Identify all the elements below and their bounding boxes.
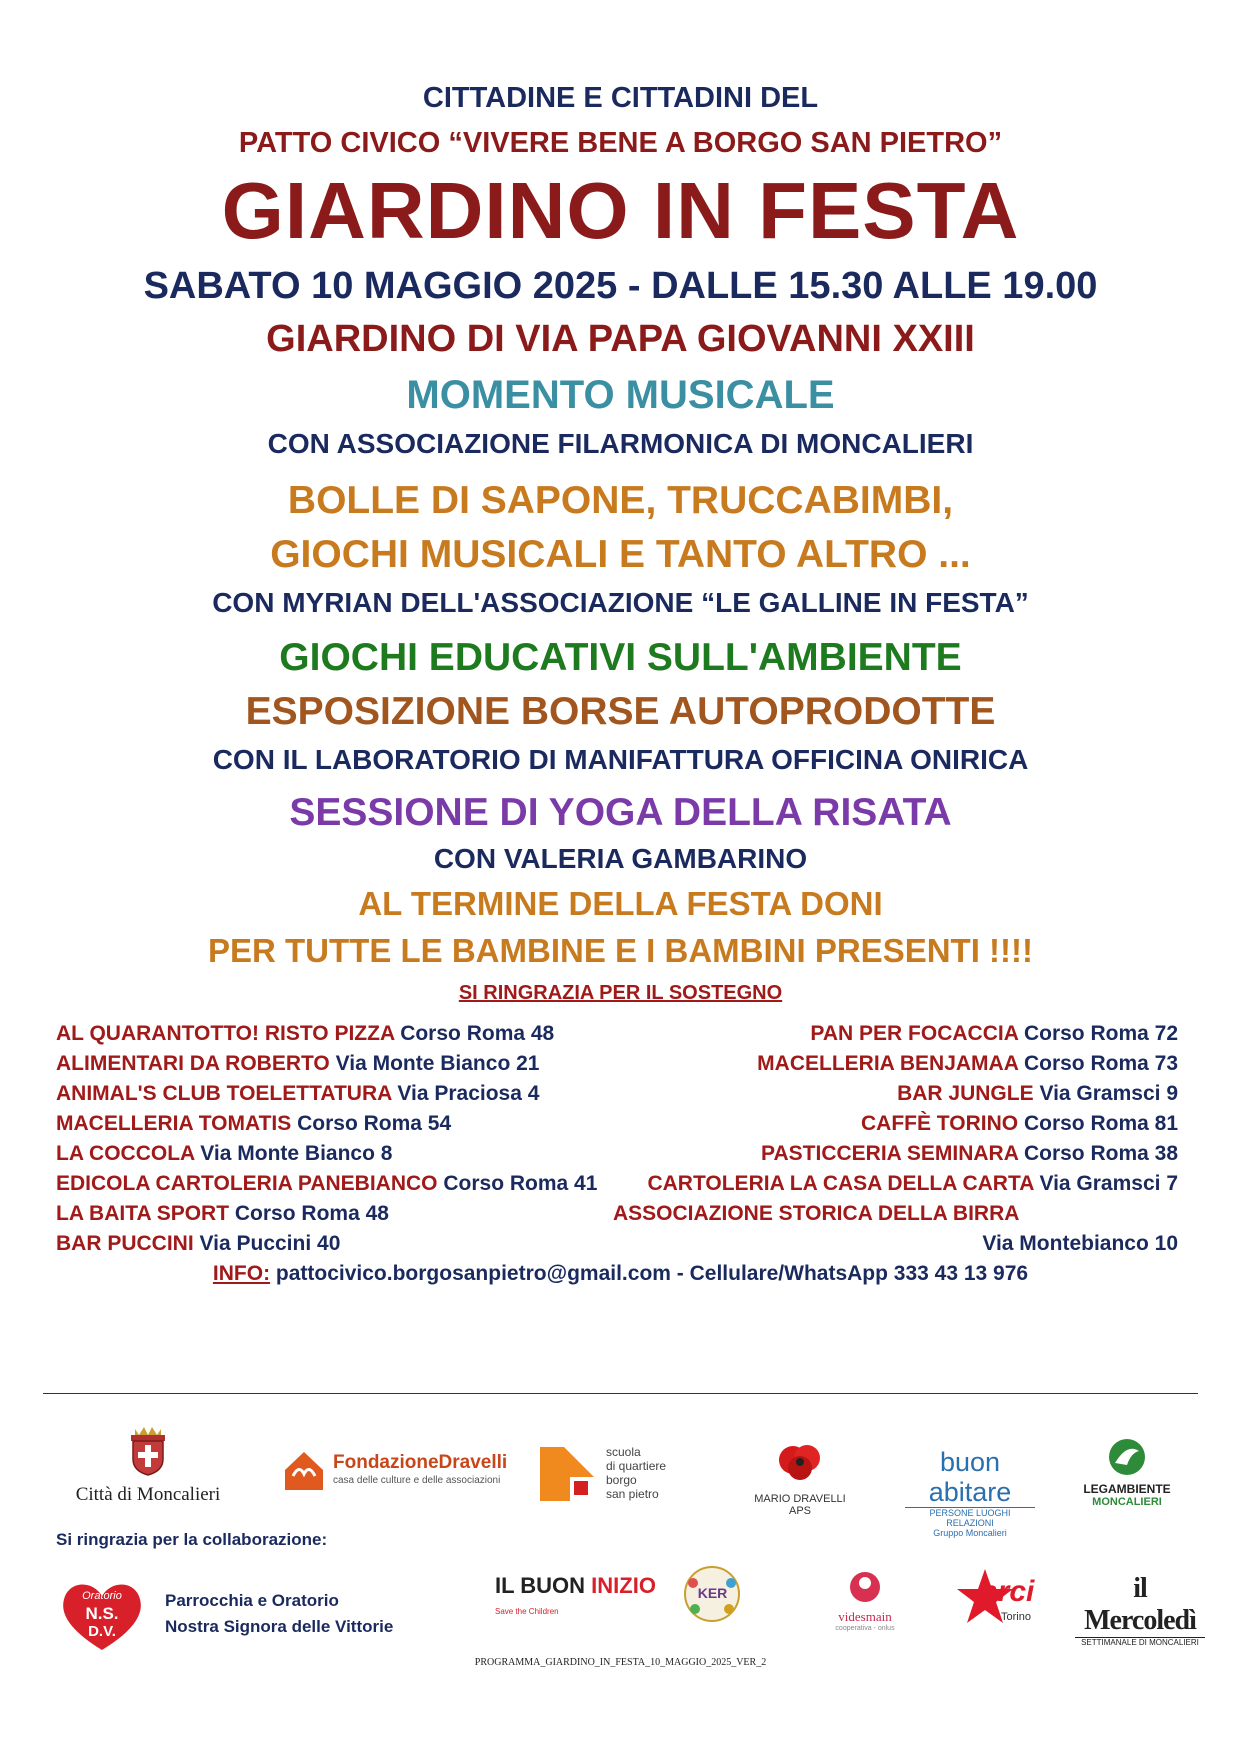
collab-title: Si ringrazia per la collaborazione: [56,1530,328,1549]
sponsor-address: Corso Roma 54 [297,1112,452,1135]
bubbles-line-2: GIOCHI MUSICALI E TANTO ALTRO ... [270,533,971,576]
sponsor-address: Corso Roma 73 [1023,1052,1178,1075]
sponsor-address: Via Praciosa 4 [397,1082,540,1105]
sponsor-name: ANIMAL'S CLUB TOELETTATURA [56,1082,392,1105]
sponsor-item [56,1172,597,1196]
yoga-title: SESSIONE DI YOGA DELLA RISATA [289,791,952,834]
sponsor-item [56,1202,389,1226]
music-title: MOMENTO MUSICALE [406,373,835,417]
buonabitare-logo [905,1447,1035,1538]
mario-dravelli-logo [745,1438,855,1517]
arci-logo [955,1567,1045,1632]
sponsor-item [56,1112,451,1136]
bags-title: ESPOSIZIONE BORSE AUTOPRODOTTE [245,690,996,733]
buonabitare-sub: PERSONE LUOGHI RELAZIONI [905,1507,1035,1528]
sponsor-address: Corso Roma 48 [234,1202,389,1225]
scuola-text [606,1445,666,1501]
sponsor-item [982,1232,1178,1256]
sponsor-address: Via Gramsci 9 [1039,1082,1178,1105]
sponsor-item [761,1142,1178,1166]
mario-text: MARIO DRAVELLI APS [754,1493,846,1517]
arci-name: arci [981,1575,1035,1608]
bubbles-line-1: BOLLE DI SAPONE, TRUCCABIMBI, [287,479,954,522]
bags-with: CON IL LABORATORIO DI MANIFATTURA OFFICINA ONIRICA [212,744,1029,775]
house-icon [281,1448,327,1494]
mercoledi-logo [1075,1573,1205,1647]
sponsor-item [810,1022,1178,1046]
moncalieri-text: Città di Moncalieri [75,1484,221,1505]
sponsor-name: EDICOLA CARTOLERIA PANEBIANCO [56,1172,438,1195]
sponsor-name: ASSOCIAZIONE STORICA DELLA BIRRA [613,1202,1020,1225]
info-contact: pattocivico.borgosanpietro@gmail.com - Cellulare/WhatsApp 333 43 13 976 [275,1262,1029,1285]
sponsor-name: BAR JUNGLE [897,1082,1034,1105]
sponsor-name: LA COCCOLA [56,1142,195,1165]
scuola-line: di quartiere [606,1459,667,1473]
info-label: INFO: [212,1262,271,1285]
sponsor-name: MACELLERIA TOMATIS [56,1112,292,1135]
poppy-icon [773,1438,827,1488]
music-with: CON ASSOCIAZIONE FILARMONICA DI MONCALIERI [267,428,974,459]
footer-filename: PROGRAMMA_GIARDINO_IN_FESTA_10_MAGGIO_2025_VER_2 [474,1657,767,1668]
event-date: SABATO 10 MAGGIO 2025 - DALLE 15.30 ALLE 19.00 [143,265,1098,307]
sponsor-address: Via Monte Bianco 21 [335,1052,540,1075]
sponsor-address: Corso Roma 72 [1023,1022,1178,1045]
sponsor-address: Corso Roma 41 [443,1172,598,1195]
sponsor-item [613,1202,1019,1226]
sponsor-item [861,1112,1178,1136]
bubbles-with: CON MYRIAN DELL'ASSOCIAZIONE “LE GALLINE IN FESTA” [212,587,1029,618]
buonabitare-name: buon abitare [928,1447,1012,1507]
drop-icon [848,1570,882,1604]
oratorio-ns: N.S. [85,1604,119,1623]
sponsor-address: Corso Roma 81 [1023,1112,1178,1135]
sponsor-address: Corso Roma 38 [1023,1142,1178,1165]
sponsor-item [647,1172,1178,1196]
scuola-line: scuola [606,1445,641,1459]
sponsor-item [56,1232,340,1256]
sponsor-name: LA BAITA SPORT [56,1202,230,1225]
dravelli-name: FondazioneDravelli [333,1452,508,1473]
sponsor-name: AL QUARANTOTTO! RISTO PIZZA [56,1022,395,1045]
header-line-1: CITTADINE E CITTADINI DEL [422,82,819,114]
thanks-title: SI RINGRAZIA PER IL SOSTEGNO [458,982,783,1004]
event-location: GIARDINO DI VIA PAPA GIOVANNI XXIII [266,318,975,360]
crest-icon [123,1425,173,1477]
legambiente-name: LEGAMBIENTE [1083,1482,1171,1496]
videsmain-logo [825,1570,905,1635]
ker-text: KER [697,1585,728,1601]
mercoledi-name: il Mercoledì [1084,1573,1196,1636]
scuola-line: borgo [606,1473,637,1487]
sponsor-name: ALIMENTARI DA ROBERTO [56,1052,330,1075]
sponsor-name: CAFFÈ TORINO [860,1112,1019,1135]
sponsor-item [757,1052,1178,1076]
legambiente-logo [1072,1437,1182,1507]
sponsor-item [56,1142,392,1166]
parrocchia-line-1: Parrocchia e Oratorio [165,1591,339,1610]
gifts-line-2: PER TUTTE LE BAMBINE E I BAMBINI PRESENTI !!!! [208,932,1033,969]
sponsor-name: CARTOLERIA LA CASA DELLA CARTA [647,1172,1034,1195]
parrocchia-line-2: Nostra Signora delle Vittorie [165,1617,394,1636]
dravelli-logo [281,1448,508,1498]
buon-inizio-word-1: IL BUON [495,1573,586,1598]
buonabitare-group: Gruppo Moncalieri [933,1528,1007,1538]
scuola-line: san pietro [606,1487,659,1501]
sponsor-name: PASTICCERIA SEMINARA [761,1142,1019,1165]
videsmain-name: videsmain [838,1609,892,1624]
divider [43,1393,1198,1394]
sponsor-address: Via Puccini 40 [199,1232,341,1255]
buon-inizio-logo [495,1573,656,1633]
sponsor-address: Via Gramsci 7 [1039,1172,1178,1195]
buon-inizio-name [495,1573,656,1599]
mercoledi-sub: SETTIMANALE DI MONCALIERI [1075,1637,1205,1647]
games-title: GIOCHI EDUCATIVI SULL'AMBIENTE [279,636,962,679]
leaf-icon [1105,1437,1149,1477]
arci-city: Torino [1001,1611,1031,1623]
legambiente-city: MONCALIERI [1092,1496,1162,1508]
videsmain-sub: cooperativa - onlus [835,1625,895,1632]
oratorio-logo [56,1580,148,1652]
dravelli-sub: casa delle culture e delle associazioni [333,1475,501,1486]
sponsor-address: Via Monte Bianco 8 [200,1142,393,1165]
sponsor-name: MACELLERIA BENJAMAA [757,1052,1019,1075]
event-title: GIARDINO IN FESTA [221,166,1020,255]
oratorio-dv: D.V. [88,1623,116,1640]
parrocchia-text [165,1588,393,1640]
header-line-2: PATTO CIVICO “VIVERE BENE A BORGO SAN PIETRO” [238,127,1003,159]
buon-inizio-word-2: INIZIO [591,1573,656,1598]
sponsor-name: PAN PER FOCACCIA [810,1022,1019,1045]
moncalieri-logo [58,1425,238,1505]
gifts-line-1: AL TERMINE DELLA FESTA DONI [358,885,883,922]
scuola-icon [540,1447,594,1501]
sponsor-item [56,1022,554,1046]
scuola-logo [540,1445,680,1505]
ker-logo [675,1565,750,1625]
sponsor-item [56,1082,539,1106]
yoga-with: CON VALERIA GAMBARINO [433,843,808,874]
sponsor-item [897,1082,1178,1106]
sponsor-name: BAR PUCCINI [56,1232,194,1255]
oratorio-word: Oratorio [82,1590,122,1602]
sponsor-item [56,1052,539,1076]
sponsor-address: Via Montebianco 10 [982,1232,1178,1255]
sponsor-address: Corso Roma 48 [400,1022,555,1045]
save-children-text: Save the Children [495,1607,559,1616]
info-line [0,1262,1241,1286]
